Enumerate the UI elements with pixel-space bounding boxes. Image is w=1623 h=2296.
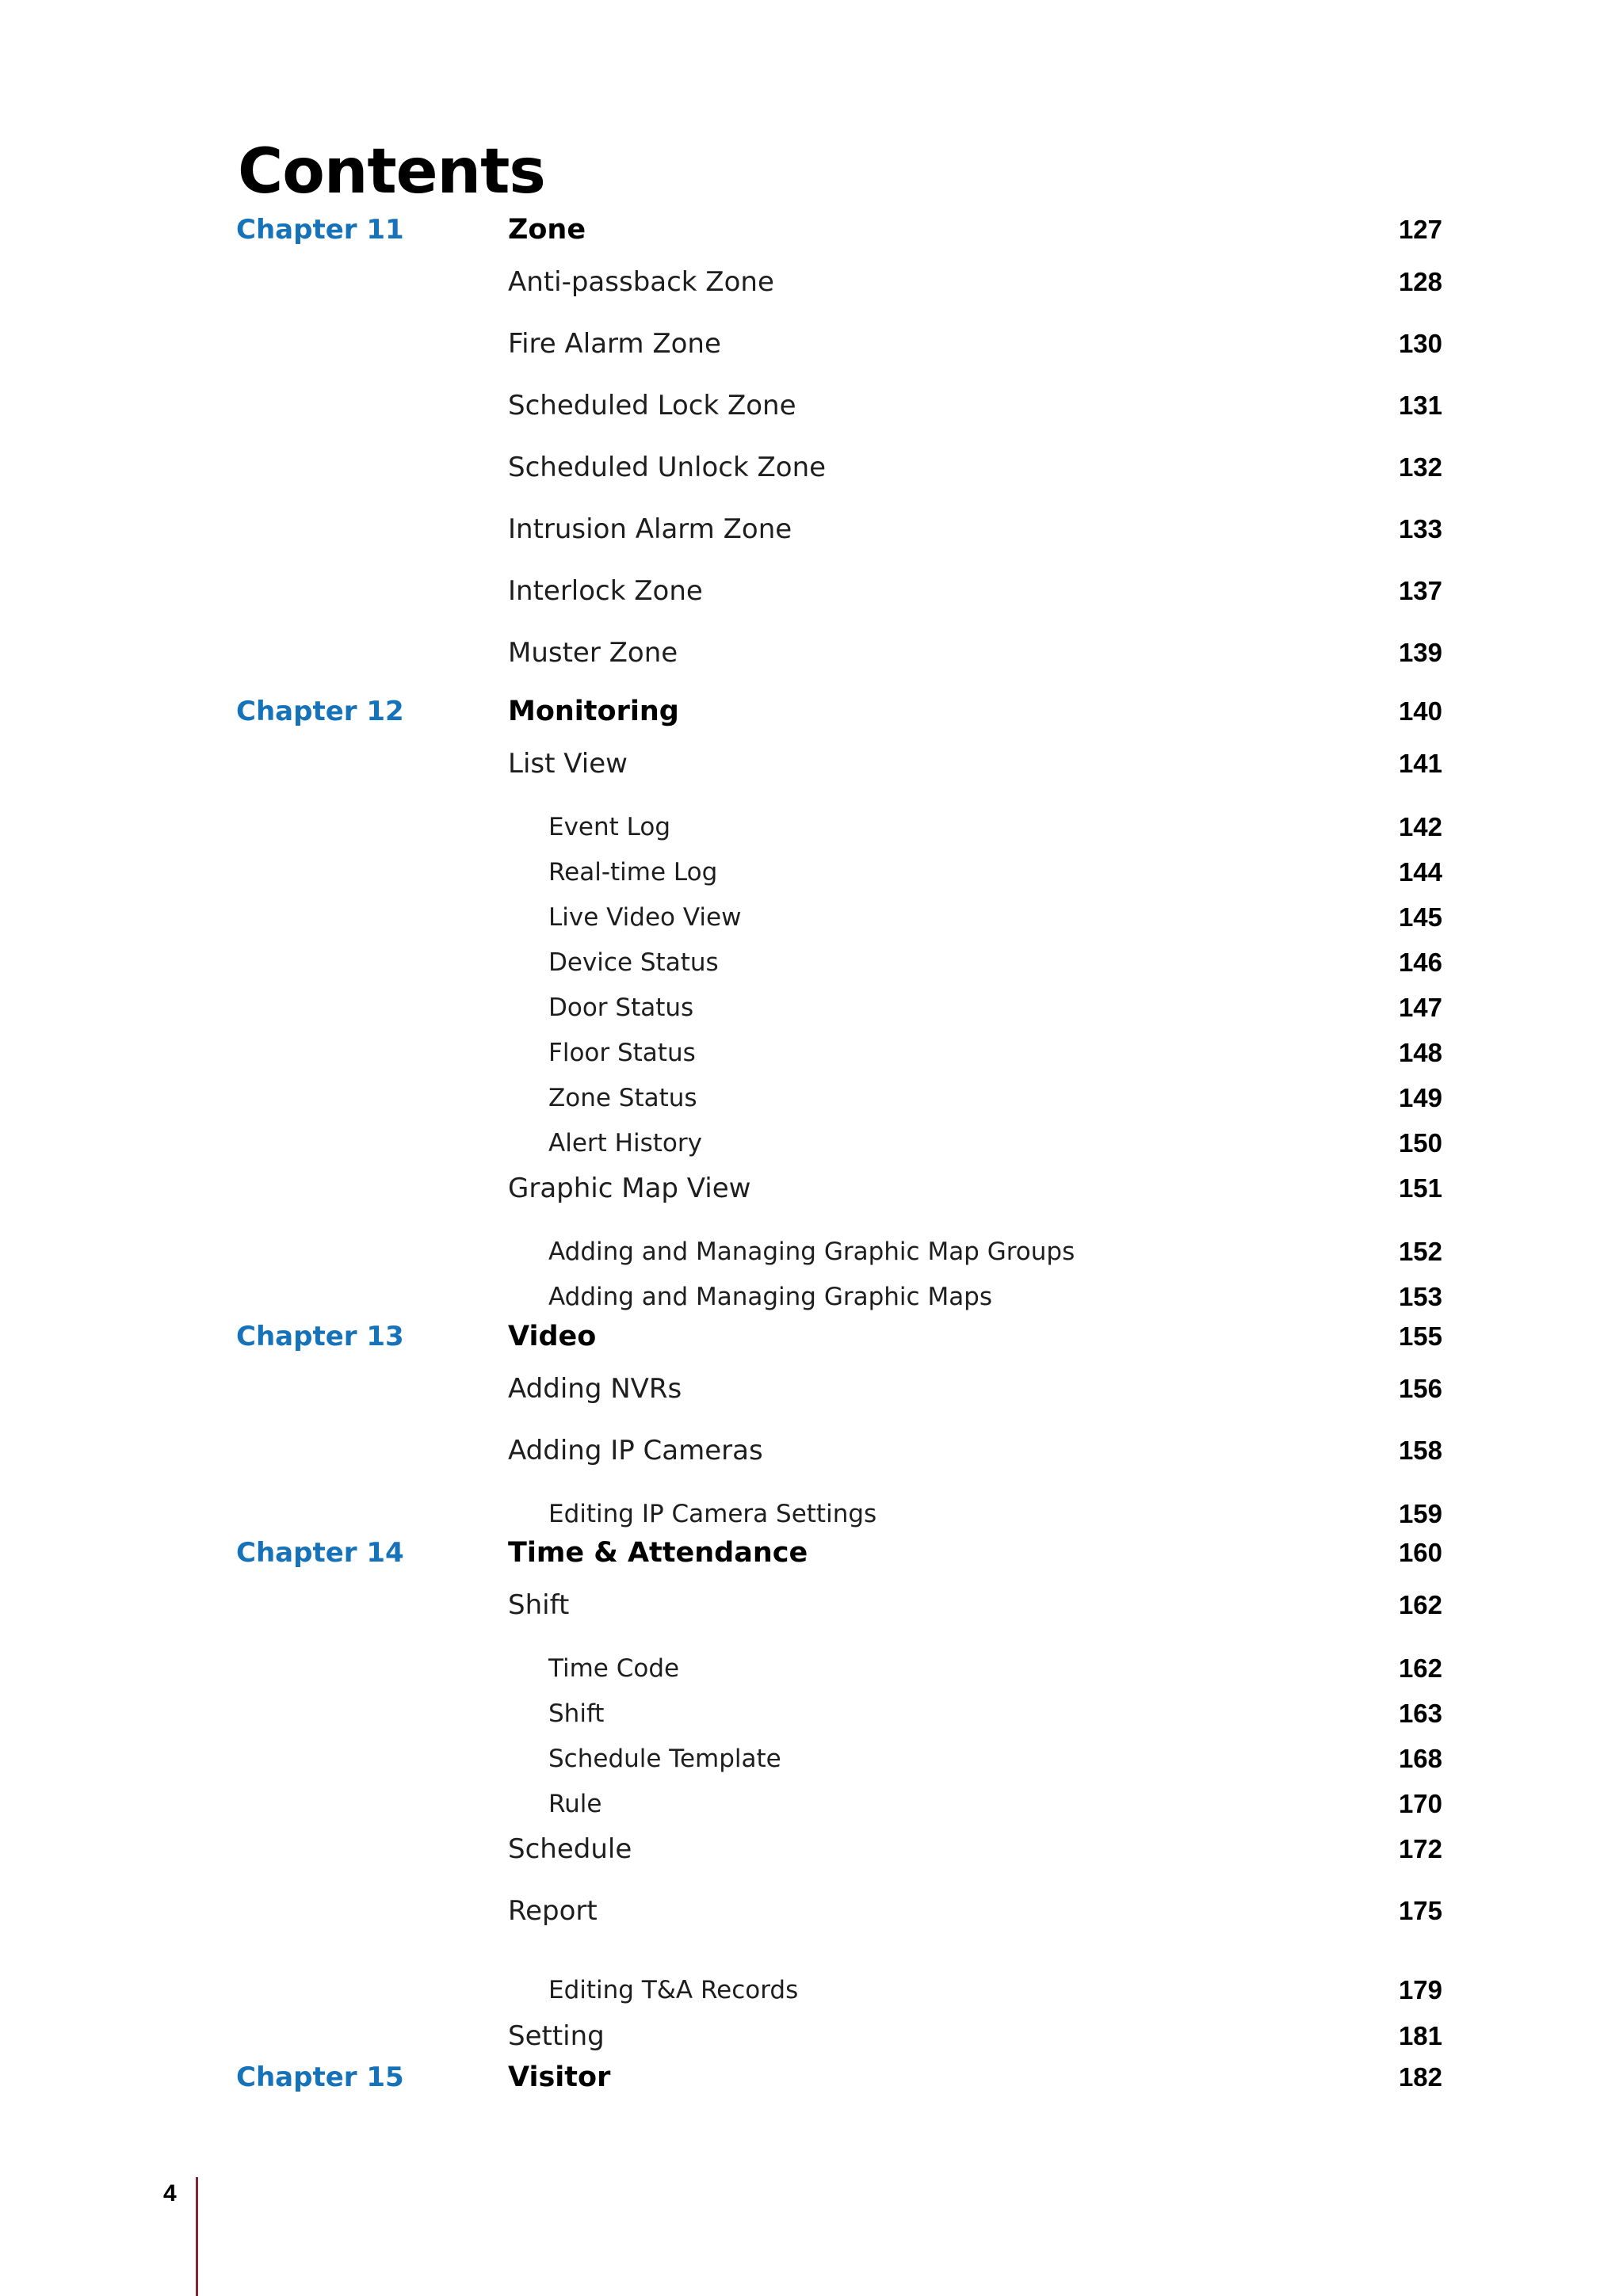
toc-chapter-row[interactable] xyxy=(0,1529,1623,1577)
page-number: 175 xyxy=(1398,1896,1442,1925)
subsection-title: Adding and Managing Graphic Maps xyxy=(548,1283,993,1311)
subsection-title: Zone Status xyxy=(548,1084,697,1112)
chapter-title: Zone xyxy=(508,214,586,246)
page-number: 146 xyxy=(1398,948,1442,977)
page-number: 148 xyxy=(1398,1038,1442,1067)
section-title: Interlock Zone xyxy=(508,575,703,607)
page-number: 172 xyxy=(1398,1834,1442,1863)
page-number: 150 xyxy=(1398,1128,1442,1158)
page-number: 162 xyxy=(1398,1590,1442,1619)
subsection-title: Door Status xyxy=(548,994,694,1022)
toc-section-row[interactable] xyxy=(0,629,1623,677)
subsection-title: Time Code xyxy=(548,1654,680,1683)
toc-subsection-row[interactable] xyxy=(0,803,1623,851)
section-title: Anti-passback Zone xyxy=(508,266,774,298)
section-title: Adding NVRs xyxy=(508,1373,682,1405)
page-number: 127 xyxy=(1398,215,1442,244)
chapter-label: Chapter 12 xyxy=(236,696,404,727)
toc-section-row[interactable] xyxy=(0,1887,1623,1935)
chapter-label: Chapter 13 xyxy=(236,1321,404,1352)
toc-subsection-row[interactable] xyxy=(0,984,1623,1032)
page-number: 140 xyxy=(1398,696,1442,726)
toc-subsection-row[interactable] xyxy=(0,1645,1623,1692)
page-number: 182 xyxy=(1398,2062,1442,2092)
page-number: 181 xyxy=(1398,2021,1442,2050)
section-title: Setting xyxy=(508,2020,605,2052)
toc-chapter-row[interactable] xyxy=(0,1313,1623,1360)
chapter-title: Visitor xyxy=(508,2061,611,2093)
page-number: 142 xyxy=(1398,812,1442,841)
subsection-title: Adding and Managing Graphic Map Groups xyxy=(548,1238,1075,1266)
toc-subsection-row[interactable] xyxy=(0,1780,1623,1828)
section-title: Shift xyxy=(508,1589,570,1621)
toc-section-row[interactable] xyxy=(0,1825,1623,1873)
toc-section-row[interactable] xyxy=(0,567,1623,615)
section-title: Report xyxy=(508,1895,598,1927)
section-title: List View xyxy=(508,748,628,780)
chapter-label: Chapter 14 xyxy=(236,1537,404,1569)
footer-page-number: 4 xyxy=(163,2180,177,2206)
page-number: 170 xyxy=(1398,1789,1442,1818)
page-number: 153 xyxy=(1398,1282,1442,1311)
subsection-title: Schedule Template xyxy=(548,1745,781,1773)
subsection-title: Rule xyxy=(548,1790,602,1818)
page-number: 163 xyxy=(1398,1699,1442,1728)
page-number: 160 xyxy=(1398,1538,1442,1567)
toc-subsection-row[interactable] xyxy=(0,894,1623,941)
section-title: Scheduled Unlock Zone xyxy=(508,452,827,483)
toc-subsection-row[interactable] xyxy=(0,1966,1623,2014)
chapter-label: Chapter 15 xyxy=(236,2061,404,2093)
section-title: Scheduled Lock Zone xyxy=(508,390,796,421)
subsection-title: Live Video View xyxy=(548,903,742,932)
subsection-title: Floor Status xyxy=(548,1039,696,1067)
page-number: 130 xyxy=(1398,329,1442,358)
subsection-title: Device Status xyxy=(548,948,719,977)
page-number: 168 xyxy=(1398,1744,1442,1773)
subsection-title: Event Log xyxy=(548,813,671,841)
page-number: 132 xyxy=(1398,452,1442,482)
toc-section-row[interactable] xyxy=(0,1581,1623,1629)
subsection-title: Alert History xyxy=(548,1129,702,1158)
section-title: Fire Alarm Zone xyxy=(508,328,721,360)
footer-divider xyxy=(196,2177,198,2296)
toc-chapter-row[interactable] xyxy=(0,206,1623,254)
page-number: 156 xyxy=(1398,1374,1442,1403)
page-number: 152 xyxy=(1398,1237,1442,1266)
page-number: 137 xyxy=(1398,576,1442,605)
page-number: 128 xyxy=(1398,267,1442,296)
page-number: 179 xyxy=(1398,1975,1442,2004)
toc-subsection-row[interactable] xyxy=(0,1735,1623,1783)
toc-subsection-row[interactable] xyxy=(0,1690,1623,1737)
toc-section-row[interactable] xyxy=(0,1165,1623,1212)
section-title: Intrusion Alarm Zone xyxy=(508,513,792,545)
page-number: 151 xyxy=(1398,1173,1442,1203)
page-number: 149 xyxy=(1398,1083,1442,1112)
toc-subsection-row[interactable] xyxy=(0,1119,1623,1167)
toc-section-row[interactable] xyxy=(0,320,1623,368)
page-number: 145 xyxy=(1398,902,1442,932)
toc-subsection-row[interactable] xyxy=(0,1074,1623,1122)
section-title: Graphic Map View xyxy=(508,1173,751,1204)
page-number: 133 xyxy=(1398,514,1442,543)
subsection-title: Real-time Log xyxy=(548,858,718,887)
toc-subsection-row[interactable] xyxy=(0,1029,1623,1077)
toc-subsection-row[interactable] xyxy=(0,849,1623,896)
toc-subsection-row[interactable] xyxy=(0,939,1623,986)
toc-chapter-row[interactable] xyxy=(0,688,1623,735)
page-number: 141 xyxy=(1398,749,1442,778)
toc-section-row[interactable] xyxy=(0,1427,1623,1474)
subsection-title: Shift xyxy=(548,1699,605,1728)
page-number: 159 xyxy=(1398,1499,1442,1528)
page-number: 158 xyxy=(1398,1436,1442,1465)
page-number: 147 xyxy=(1398,993,1442,1022)
chapter-title: Time & Attendance xyxy=(508,1537,808,1569)
toc-section-row[interactable] xyxy=(0,2012,1623,2060)
toc-section-row[interactable] xyxy=(0,444,1623,491)
subsection-title: Editing IP Camera Settings xyxy=(548,1500,877,1528)
page-number: 139 xyxy=(1398,638,1442,667)
toc-section-row[interactable] xyxy=(0,258,1623,306)
section-title: Schedule xyxy=(508,1833,632,1865)
toc-section-row[interactable] xyxy=(0,740,1623,788)
chapter-title: Monitoring xyxy=(508,696,679,727)
toc-subsection-row[interactable] xyxy=(0,1228,1623,1276)
toc-section-row[interactable] xyxy=(0,382,1623,429)
page-number: 144 xyxy=(1398,857,1442,887)
section-title: Adding IP Cameras xyxy=(508,1435,763,1466)
page-title: Contents xyxy=(238,136,545,208)
toc-chapter-row[interactable] xyxy=(0,2054,1623,2101)
chapter-title: Video xyxy=(508,1321,597,1352)
section-title: Muster Zone xyxy=(508,637,678,669)
page-number: 155 xyxy=(1398,1322,1442,1351)
toc-section-row[interactable] xyxy=(0,505,1623,553)
subsection-title: Editing T&A Records xyxy=(548,1976,799,2004)
page-number: 131 xyxy=(1398,391,1442,420)
chapter-label: Chapter 11 xyxy=(236,214,404,246)
page-number: 162 xyxy=(1398,1653,1442,1683)
toc-section-row[interactable] xyxy=(0,1365,1623,1413)
